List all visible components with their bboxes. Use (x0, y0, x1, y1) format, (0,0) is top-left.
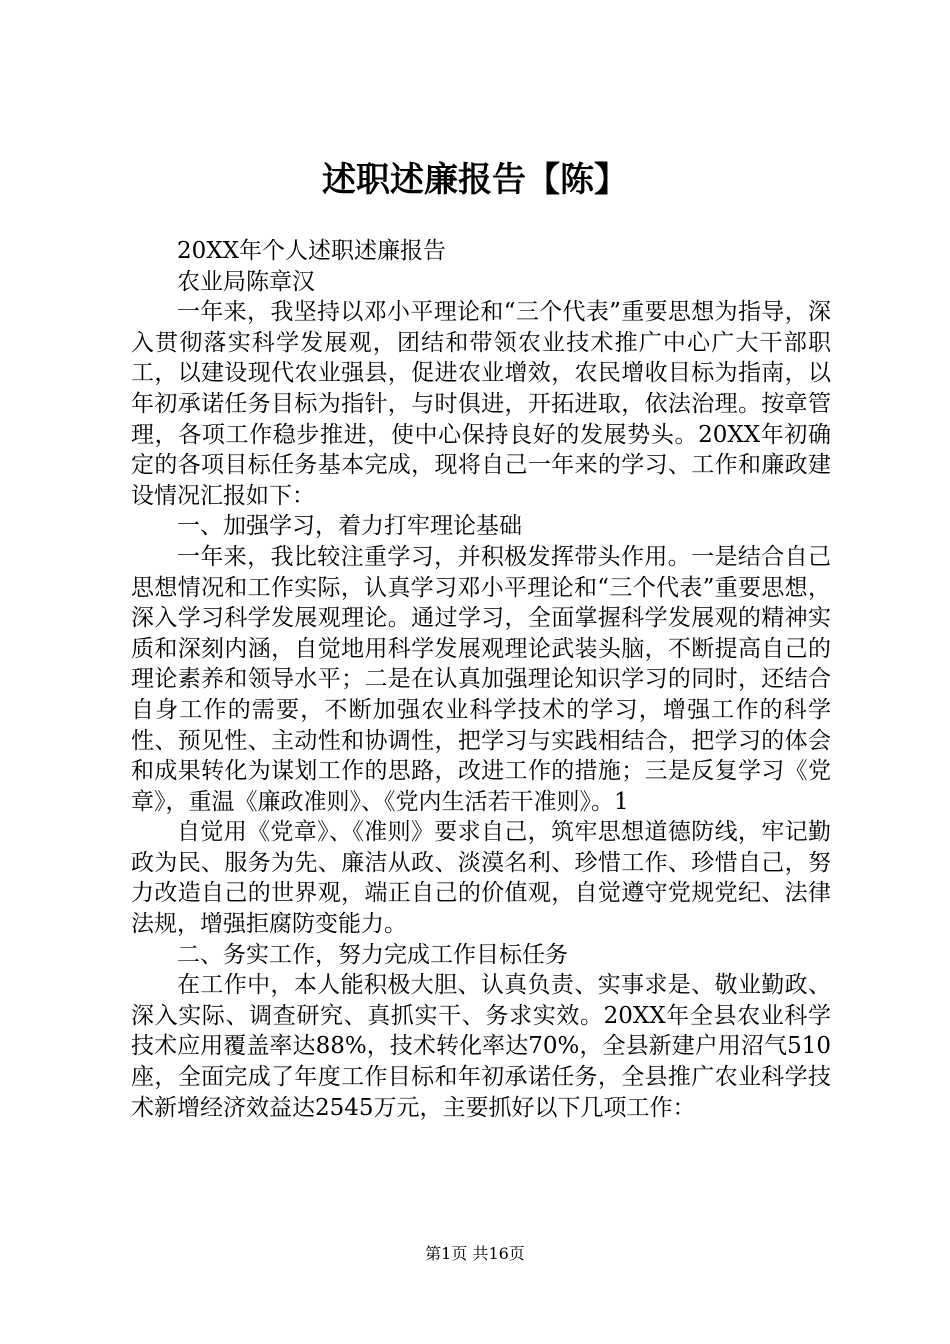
document-title: 述职述廉报告【陈】 (322, 160, 628, 200)
section-heading: 二、务实工作，努力完成工作目标任务 (177, 941, 568, 968)
page-footer: 第1页 共16页 (425, 1244, 525, 1263)
document-body (131, 236, 831, 1123)
section-heading: 一、加强学习，着力打牢理论基础 (177, 513, 522, 540)
body-paragraph: 一年来，我坚持以邓小平理论和“三个代表”重要思想为指导，深入贯彻落实科学发展观，团结和带领农业技术推广中心广大干部职工，以建设现代农业强县，促进农业增效，农民增收目标为指南，以年初承诺任务目标为指针，与时俱进，开拓进取，依法治理。按章管理，各项工作稳步推进，使中心保持良好的发展势头。20XX年初确定的各项目标任务基本完成，现将自己一年来的学习、工作和廉政建设情况汇报如下： (131, 299, 831, 509)
body-paragraph: 一年来，我比较注重学习，并积极发挥带头作用。一是结合自己思想情况和工作实际，认真学习邓小平理论和“三个代表”重要思想，深入学习科学发展观理论。通过学习，全面掌握科学发展观的精神实质和深刻内涵，自觉地用科学发展观理论武装头脑，不断提高自己的理论素养和领导水平；二是在认真加强理论知识学习的同时，还结合自身工作的需要，不断加强农业科学技术的学习，增强工作的科学性、预见性、主动性和协调性，把学习与实践相结合，把学习的体会和成果转化为谋划工作的思路，改进工作的措施；三是反复学习《党章》，重温《廉政准则》、《党内生活若干准则》。1 (131, 543, 831, 815)
report-author: 农业局陈章汉 (177, 268, 315, 295)
body-paragraph: 自觉用《党章》、《准则》要求自己，筑牢思想道德防线，牢记勤政为民、服务为先、廉洁从政、淡漠名利、珍惜工作、珍惜自己，努力改造自己的世界观，端正自己的价值观，自觉遵守党规党纪、法律法规，增强拒腐防变能力。 (131, 819, 831, 938)
body-paragraph: 在工作中，本人能积极大胆、认真负责、实事求是、敬业勤政、深入实际、调查研究、真抓实干、务求实效。20XX年全县农业科学技术应用覆盖率达88%，技术转化率达70%，全县新建户用沼气510座，全面完成了年度工作目标和年初承诺任务，全县推广农业科学技术新增经济效益达2545万元，主要抓好以下几项工作： (131, 972, 831, 1121)
report-heading: 20XX年个人述职述廉报告 (177, 238, 447, 264)
